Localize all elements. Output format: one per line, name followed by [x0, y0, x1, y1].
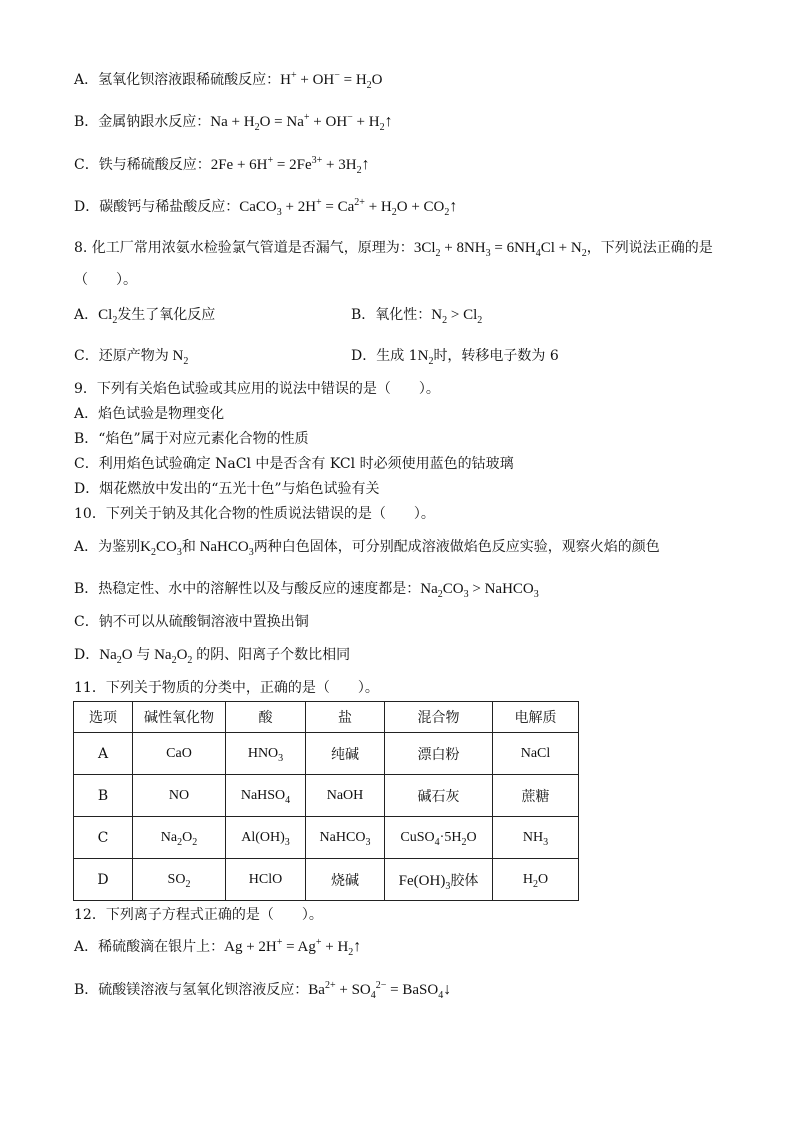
table-cell: $Fe(OH)_3$胶体 [385, 859, 493, 901]
q9-option-a: A．焰色试验是物理变化 [74, 406, 225, 422]
formula: CaCO$_3$ + $2H^+ = Ca^{2+} + H_2O$ + $CO_2↑$ [239, 197, 458, 218]
q8-option-c: C．还原产物为 $N_2$ [74, 348, 189, 367]
q10-stem: 10．下列关于钠及其化合物的性质说法错误的是（ ）。 [74, 506, 435, 522]
table-row [74, 859, 579, 901]
q8-option-a: A．$Cl_2$发生了氧化反应 [74, 307, 216, 326]
table-cell: $HNO_3$ [226, 733, 306, 775]
formula: $3Cl_2 + 8NH_3 = 6NH_4Cl + N_2$ [413, 240, 587, 259]
formula: $Na_2O_2$ [150, 647, 193, 666]
formula: $Ag + 2H^+ = Ag^+ + H_2↑$ [224, 937, 362, 958]
q7-option-d: D．碳酸钙与稀盐酸反应：CaCO$_3$ + $2H^+ = Ca^{2+} + H_2O$ + $CO_2↑$ [74, 197, 458, 218]
table-cell: A [74, 733, 133, 775]
formula: $N_2$ [417, 348, 434, 367]
table-cell: NaHCO$_3$ [306, 817, 385, 859]
table-cell: NO [133, 775, 226, 817]
table-cell: $Al(OH)_3$ [226, 817, 306, 859]
table-cell: $CuSO_4\cdot 5H_2O$ [385, 817, 493, 859]
table-cell: $NH_3$ [493, 817, 579, 859]
formula: $Na + H_2O = Na^+ + OH^-$ + $H_2↑$ [210, 112, 393, 133]
table-cell: HClO [226, 859, 306, 901]
table-cell: 蔗糖 [493, 775, 579, 817]
header-cell: 酸 [226, 702, 306, 733]
formula: $K_2CO_3$ [140, 539, 182, 558]
table-cell: 漂白粉 [385, 733, 493, 775]
table-cell: $Na_2O_2$ [133, 817, 226, 859]
table-row [74, 775, 579, 817]
q10-option-d: D．$Na_2O$ 与 $Na_2O_2$ 的阴、阳离子个数比相同 [74, 647, 351, 666]
table-cell: 烧碱 [306, 859, 385, 901]
formula: $Ba^{2+} + SO_4^{2-}$ = BaSO$_4$↓ [308, 980, 452, 1001]
q8-option-d: D．生成 $1N_2$时，转移电子数为 6 [351, 348, 559, 367]
classification-table [73, 701, 579, 901]
formula: $N_2$ [168, 348, 189, 367]
q12-stem: 12．下列离子方程式正确的是（ ）。 [74, 907, 323, 923]
table-cell: C [74, 817, 133, 859]
formula: $Na_2CO_3$ > NaHCO$_3$ [420, 581, 539, 600]
table-cell: $SO_2$ [133, 859, 226, 901]
table-header-row [74, 702, 579, 733]
q11-stem: 11．下列关于物质的分类中，正确的是（ ）。 [74, 680, 379, 696]
table-cell: NaHSO$_4$ [226, 775, 306, 817]
table-row [74, 817, 579, 859]
header-cell: 电解质 [493, 702, 579, 733]
q12-option-a: A．稀硫酸滴在银片上：$Ag + 2H^+ = Ag^+ + H_2↑$ [74, 937, 362, 958]
table-cell: NaOH [306, 775, 385, 817]
table-cell: D [74, 859, 133, 901]
table-cell: 纯碱 [306, 733, 385, 775]
formula: $Cl_2$ [98, 307, 118, 326]
q8-stem: 8. 化工厂常用浓氨水检验氯气管道是否漏气，原理为：$3Cl_2 + 8NH_3 = 6NH_4Cl + N_2$，下列说法正确的是 [74, 240, 713, 259]
formula: $H^+ + OH^- = H_2O$ [280, 70, 383, 91]
header-cell: 选项 [74, 702, 133, 733]
q8-paren: （ ）。 [74, 272, 137, 288]
q10-option-c: C．钠不可以从硫酸铜溶液中置换出铜 [74, 614, 309, 630]
formula: $2Fe + 6H^+ = 2Fe^{3+}$ + $3H_2↑$ [210, 155, 370, 176]
q9-stem: 9．下列有关焰色试验或其应用的说法中错误的是（ ）。 [74, 381, 440, 397]
q9-option-b: B．“焰色”属于对应元素化合物的性质 [74, 431, 309, 447]
formula: NaHCO$_3$ [195, 539, 254, 558]
formula: $N_2 > Cl_2$ [431, 307, 483, 326]
formula: $Na_2O$ [99, 647, 137, 666]
header-cell: 混合物 [385, 702, 493, 733]
table-cell: 碱石灰 [385, 775, 493, 817]
q12-option-b: B．硫酸镁溶液与氢氧化钡溶液反应：$Ba^{2+} + SO_4^{2-}$ = BaSO$_4$↓ [74, 980, 452, 1001]
q8-option-b: B．氧化性：$N_2 > Cl_2$ [351, 307, 483, 326]
table-cell: $H_2O$ [493, 859, 579, 901]
q7-option-c: C．铁与稀硫酸反应：$2Fe + 6H^+ = 2Fe^{3+}$ + $3H_2↑$ [74, 155, 370, 176]
q7-option-a: A．氢氧化钡溶液跟稀硫酸反应：$H^+ + OH^- = H_2O$ [74, 70, 383, 91]
table-cell: NaCl [493, 733, 579, 775]
q10-option-a: A．为鉴别$K_2CO_3$和 NaHCO$_3$两种白色固体，可分别配成溶液做焰色反应实验，观察火焰的颜色 [74, 539, 660, 558]
table-row [74, 733, 579, 775]
q7-option-b: B．金属钠跟水反应：$Na + H_2O = Na^+ + OH^-$ + $H_2↑$ [74, 112, 393, 133]
q9-option-d: D．烟花燃放中发出的“五光十色”与焰色试验有关 [74, 481, 380, 497]
table-cell: CaO [133, 733, 226, 775]
q9-option-c: C．利用焰色试验确定 NaCl 中是否含有 KCl 时必须使用蓝色的钴玻璃 [74, 456, 514, 472]
header-cell: 盐 [306, 702, 385, 733]
table-cell: B [74, 775, 133, 817]
q10-option-b: B．热稳定性、水中的溶解性以及与酸反应的速度都是：$Na_2CO_3$ > NaHCO$_3$ [74, 581, 539, 600]
header-cell: 碱性氧化物 [133, 702, 226, 733]
